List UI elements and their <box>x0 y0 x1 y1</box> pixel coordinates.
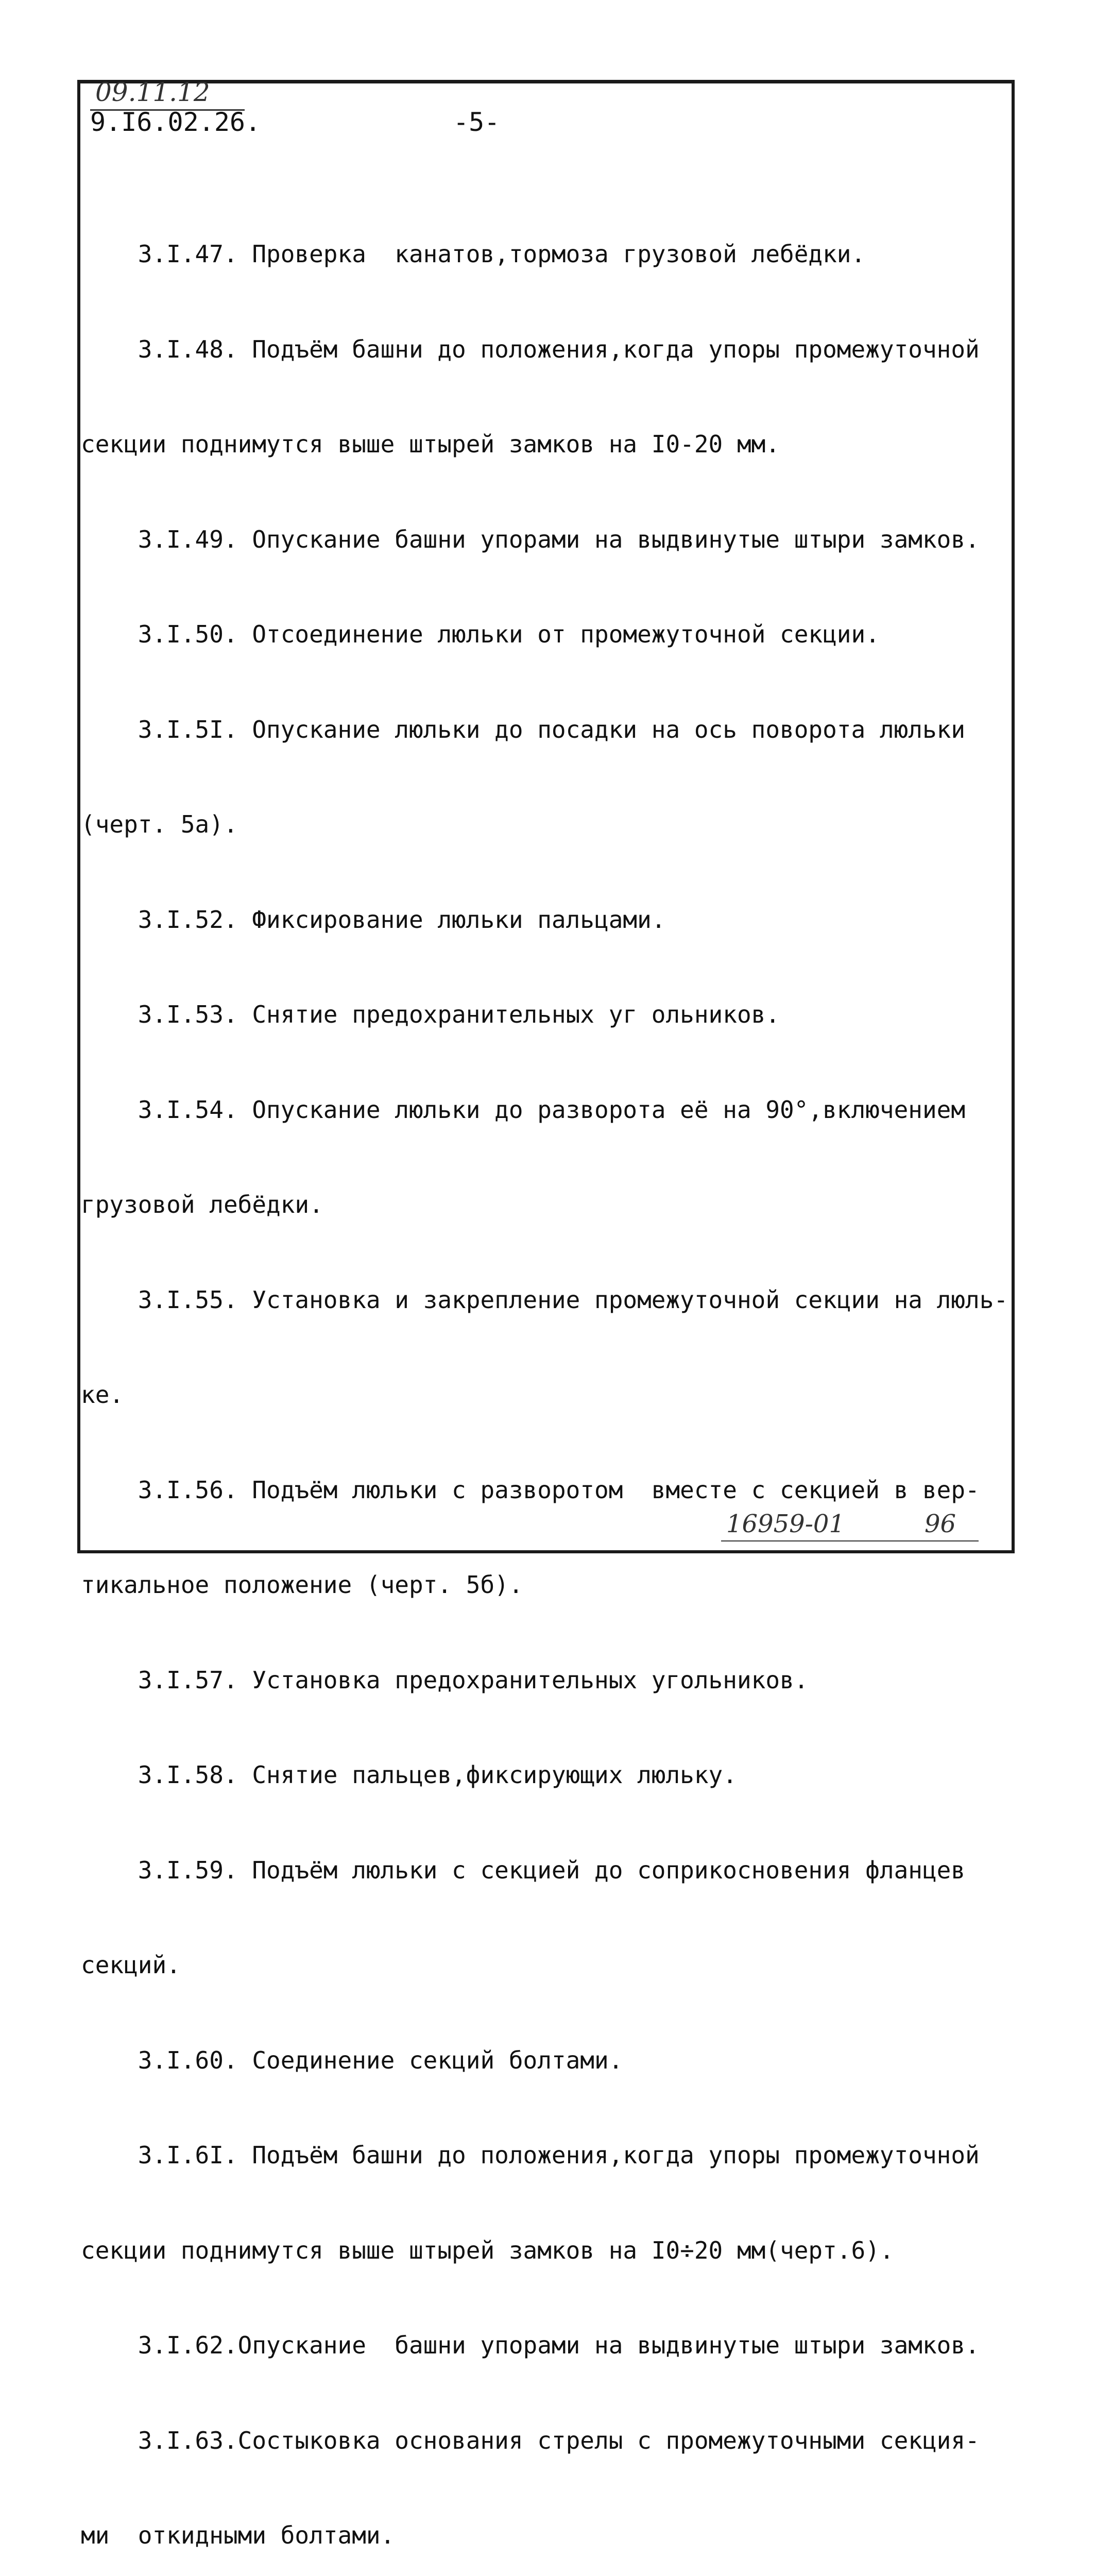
document-number: 9.I6.02.26. <box>90 107 261 137</box>
handwritten-date: 09.11.12 <box>95 77 210 107</box>
text-line: 3.I.49. Опускание башни упорами на выдвинутые штыри замков. <box>81 525 980 553</box>
handwritten-reference: 16959-01 <box>726 1510 845 1538</box>
text-line: 3.I.60. Соединение секций болтами. <box>81 2046 623 2074</box>
text-line: 3.I.6I. Подъём башни до положения,когда упоры промежуточной <box>81 2141 980 2169</box>
document-body <box>81 175 1013 2576</box>
text-line: 3.I.55. Установка и закрепление промежуточной секции на люль- <box>81 1285 1008 1314</box>
text-line: 3.I.57. Установка предохранительных угольников. <box>81 1666 809 1694</box>
text-line: 3.I.63.Состыковка основания стрелы с промежуточными секция- <box>81 2426 980 2454</box>
text-line: 3.I.59. Подъём люльки с секцией до соприкосновения фланцев <box>81 1856 966 1884</box>
text-line: секции поднимутся выше штырей замков на I0÷20 мм(черт.6). <box>81 2236 894 2264</box>
page-number: -5- <box>453 107 500 137</box>
text-line: 3.I.52. Фиксирование люльки пальцами. <box>81 905 666 934</box>
footer-underline <box>721 1540 979 1541</box>
handwritten-page-number: 96 <box>925 1510 956 1538</box>
text-line: 3.I.5I. Опускание люльки до посадки на ось поворота люльки <box>81 715 966 743</box>
text-line: тикальное положение (черт. 5б). <box>81 1571 523 1599</box>
text-line: 3.I.48. Подъём башни до положения,когда упоры промежуточной <box>81 335 980 363</box>
text-line: 3.I.47. Проверка канатов,тормоза грузовой лебёдки. <box>81 240 866 268</box>
text-line: секции поднимутся выше штырей замков на I0-20 мм. <box>81 430 780 458</box>
text-line: (черт. 5а). <box>81 810 238 838</box>
text-line: грузовой лебёдки. <box>81 1191 323 1218</box>
text-line: секций. <box>81 1951 181 1979</box>
text-line: ми откидными болтами. <box>81 2521 395 2549</box>
text-line: 3.I.50. Отсоединение люльки от промежуточной секции. <box>81 620 880 648</box>
text-line: 3.I.58. Снятие пальцев,фиксирующих люльку. <box>81 1761 737 1789</box>
text-line: 3.I.56. Подъём люльки с разворотом вместе с секцией в вер- <box>81 1476 980 1504</box>
text-line: 3.I.54. Опускание люльки до разворота её на 90°,включением <box>81 1095 966 1124</box>
text-line: 3.I.53. Снятие предохранительных уг ольников. <box>81 1001 780 1028</box>
text-line: ке. <box>81 1381 124 1409</box>
text-line: 3.I.62.Опускание башни упорами на выдвинутые штыри замков. <box>81 2331 980 2359</box>
